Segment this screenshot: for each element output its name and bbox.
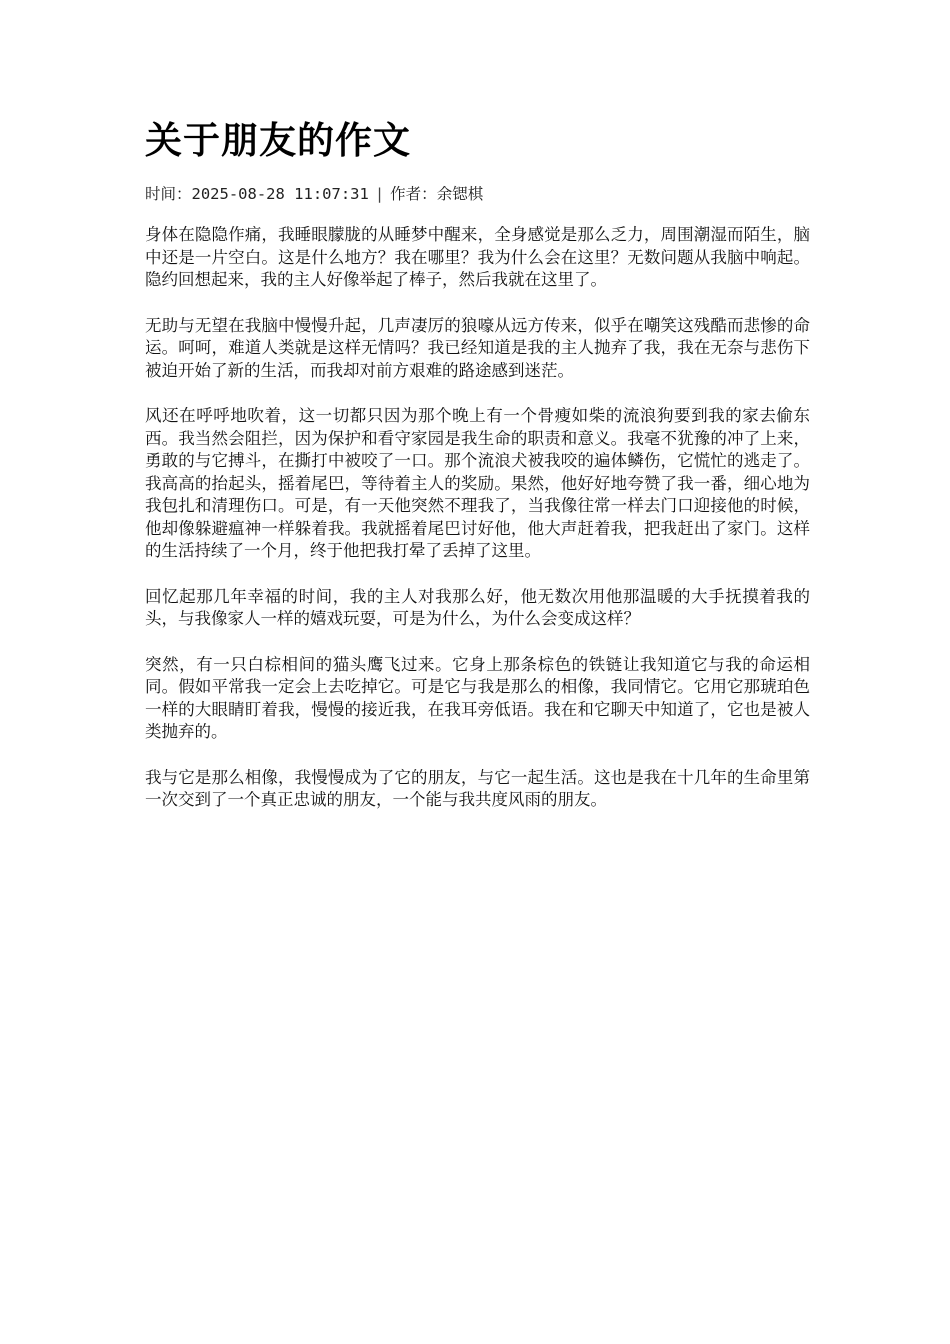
paragraph-4: 回忆起那几年幸福的时间，我的主人对我那么好，他无数次用他那温暖的大手抚摸着我的头，与我像家人一样的嬉戏玩耍，可是为什么，为什么会变成这样？	[145, 586, 810, 628]
page-title: 关于朋友的作文	[145, 118, 411, 162]
author-value: 余锶棋	[436, 185, 484, 203]
paragraph-6: 我与它是那么相像，我慢慢成为了它的朋友，与它一起生活。这也是我在十几年的生命里第一次交到了一个真正忠诚的朋友，一个能与我共度风雨的朋友。	[145, 767, 810, 809]
time-label: 时间：	[145, 185, 192, 203]
article	[145, 112, 810, 835]
paragraph-5: 突然，有一只白棕相间的猫头鹰飞过来。它身上那条棕色的铁链让我知道它与我的命运相同。假如平常我一定会上去吃掉它。可是它与我是那么的相像，我同情它。它用它那琥珀色一样的大眼睛盯着我，慢慢的接近我，在我耳旁低语。我在和它聊天中知道了，它也是被人类抛弃的。	[145, 654, 810, 741]
author-label: 作者：	[390, 185, 437, 203]
meta-separator: |	[374, 185, 385, 203]
article-body	[145, 224, 810, 812]
paragraph-1: 身体在隐隐作痛，我睡眼朦胧的从睡梦中醒来，全身感觉是那么乏力，周围潮湿而陌生，脑中还是一片空白。这是什么地方？我在哪里？我为什么会在这里？无数问题从我脑中响起。隐约回想起来，我的主人好像举起了棒子，然后我就在这里了。	[145, 225, 810, 289]
paragraph-2: 无助与无望在我脑中慢慢升起，几声凄厉的狼嚎从远方传来，似乎在嘲笑这残酷而悲惨的命运。呵呵，难道人类就是这样无情吗？我已经知道是我的主人抛弃了我，我在无奈与悲伤下被迫开始了新的生活，而我却对前方艰难的路途感到迷茫。	[145, 315, 810, 380]
time-value: 2025-08-28 11:07:31	[191, 185, 369, 203]
paragraph-3: 风还在呼呼地吹着，这一切都只因为那个晚上有一个骨瘦如柴的流浪狗要到我的家去偷东西。我当然会阻拦，因为保护和看守家园是我生命的职责和意义。我毫不犹豫的冲了上来，勇敢的与它搏斗，在撕打中被咬了一口。那个流浪犬被我咬的遍体鳞伤，它慌忙的逃走了。我高高的抬起头，摇着尾巴，等待着主人的奖励。果然，他好好地夸赞了我一番，细心地为我包扎和清理伤口。可是，有一天他突然不理我了，当我像往常一样去门口迎接他的时候，他却像躲避瘟神一样躲着我。我就摇着尾巴讨好他，他大声赶着我，把我赶出了家门。这样的生活持续了一个月，终于他把我打晕了丢掉了这里。	[145, 406, 810, 560]
article-meta	[145, 182, 810, 206]
